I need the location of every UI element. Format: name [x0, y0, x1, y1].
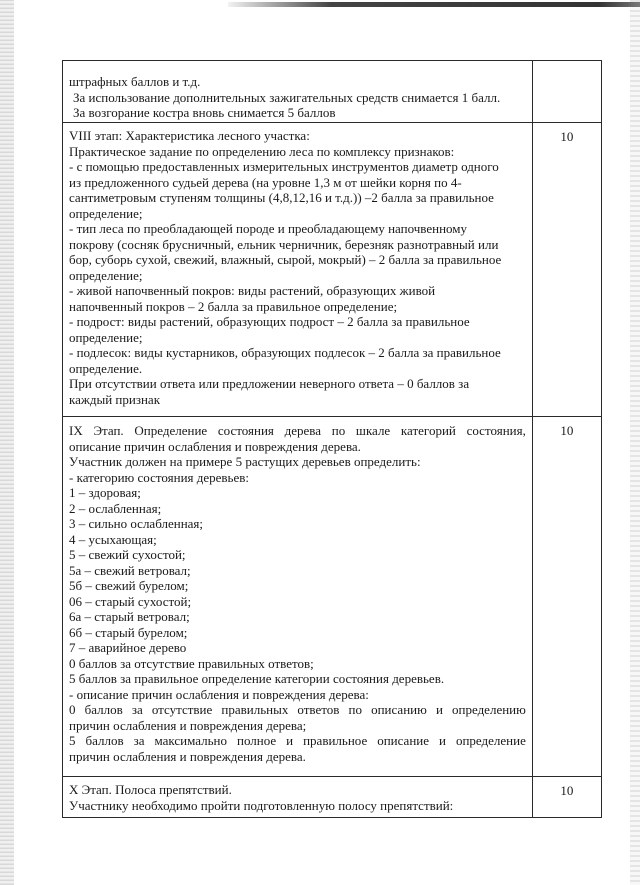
category-item: 5а – свежий ветровал;	[69, 562, 191, 578]
text-line: - подлесок: виды кустарников, образующих подлесок – 2 балла за правильное	[69, 345, 501, 360]
category-item: 2 – ослабленная;	[69, 500, 162, 516]
category-item: 06 – старый сухостой;	[69, 593, 192, 609]
text-line: 0 баллов за отсутствие правильных ответов;	[69, 655, 314, 671]
text-line: причин ослабления и повреждения дерева;	[69, 717, 307, 733]
category-item: 5б – свежий бурелом;	[69, 578, 189, 593]
text-line: напочвенный покров – 2 балла за правильное определение;	[69, 298, 398, 314]
category-item: 6б – старый бурелом;	[69, 624, 188, 640]
text-line: бор, суборь сухой, свежий, влажный, сырой, мокрый) – 2 балла за правильное	[69, 252, 502, 267]
text-line: покрову (сосняк брусничный, ельник черничник, березняк разнотравный или	[69, 236, 499, 252]
category-item: 4 – усыхающая;	[69, 531, 157, 547]
text-line: При отсутствии ответа или предложении неверного ответа – 0 баллов за	[69, 376, 470, 391]
text-line: За использование дополнительных зажигательных средств снимается 1 балл.	[73, 89, 501, 105]
table-row-stage-10	[63, 777, 602, 818]
criteria-table	[62, 60, 602, 818]
stage-title: VIII этап: Характеристика лесного участка:	[69, 128, 310, 143]
row-text	[63, 123, 533, 417]
text-line: За возгорание костра вновь снимается 5 баллов	[73, 105, 336, 120]
scan-top-edge	[228, 2, 640, 7]
text-line: сантиметровым ступеням толщины (4,8,12,16 и т.д.)) –2 балла за правильное	[69, 190, 494, 205]
category-item: 3 – сильно ослабленная;	[69, 516, 204, 531]
table-row-stage-8	[63, 123, 602, 417]
row-score: 10	[532, 777, 601, 818]
row-text	[63, 417, 533, 777]
text-line: причин ослабления и повреждения дерева.	[69, 748, 306, 764]
text-line: - подрост: виды растений, образующих подрост – 2 балла за правильное	[69, 314, 470, 329]
scan-right-edge	[630, 0, 640, 885]
category-item: 1 – здоровая;	[69, 485, 141, 500]
text-line: определение;	[69, 205, 143, 221]
text-line: - категорию состояния деревьев:	[69, 469, 250, 485]
text-line: определение.	[69, 360, 143, 376]
text-line: Практическое задание по определению леса по комплексу признаков:	[69, 143, 455, 159]
stage-title: IX Этап. Определение состояния дерева по шкале категорий состояния,	[69, 423, 526, 438]
scan-left-edge	[0, 0, 14, 885]
category-item: 6а – старый ветровал;	[69, 609, 190, 624]
text-line: - описание причин ослабления и повреждения дерева:	[69, 686, 369, 702]
text-line: каждый признак	[69, 391, 161, 407]
text-line: из предложенного судьей дерева (на уровне 1,3 м от шейки корня по 4-	[69, 174, 462, 190]
text-line: - тип леса по преобладающей породе и преобладающему напочвенному	[69, 221, 468, 236]
text-line: - живой напочвенный покров: виды растений, образующих живой	[69, 283, 436, 298]
text-line: 5 баллов за правильное определение категории состояния деревьев.	[69, 671, 445, 686]
row-score: 10	[532, 123, 601, 417]
text-line: 0 баллов за отсутствие правильных ответов по описанию и определению	[69, 702, 526, 717]
text-line: определение;	[69, 329, 143, 345]
text-line: Участнику необходимо пройти подготовленную полосу препятствий:	[69, 797, 454, 813]
text-line: описание причин ослабления и повреждения дерева.	[69, 438, 361, 454]
stage-title: X Этап. Полоса препятствий.	[69, 782, 232, 797]
text-line: штрафных баллов и т.д.	[69, 74, 201, 89]
row-score	[532, 61, 601, 123]
text-line: 5 баллов за максимально полное и правильное описание и определение	[69, 733, 526, 748]
category-item: 5 – свежий сухостой;	[69, 547, 186, 562]
row-score: 10	[532, 417, 601, 777]
text-line: - с помощью предоставленных измерительных инструментов диаметр одного	[69, 159, 499, 174]
table-row-penalties	[63, 61, 602, 123]
category-item: 7 – аварийное дерево	[69, 640, 187, 655]
text-line: Участник должен на примере 5 растущих деревьев определить:	[69, 454, 421, 469]
table-row-stage-9	[63, 417, 602, 777]
row-text	[63, 61, 533, 123]
text-line: определение;	[69, 267, 143, 283]
row-text	[63, 777, 533, 818]
